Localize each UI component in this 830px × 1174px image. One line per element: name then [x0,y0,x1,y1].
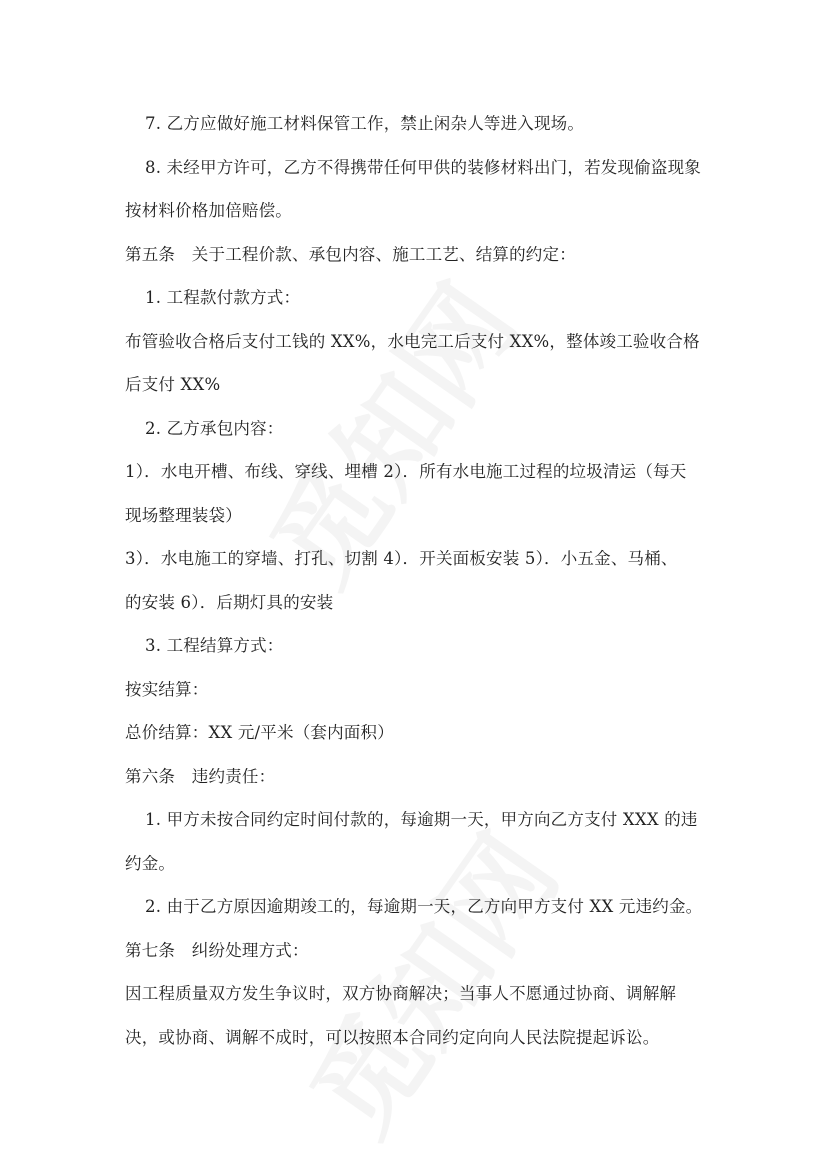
text-line: 1）．水电开槽、布线、穿线、埋槽 2）．所有水电施工过程的垃圾清运（每天 [125,462,687,481]
text-line: 按实结算： [125,679,209,699]
text-line: 因工程质量双方发生争议时，双方协商解决；当事人不愿通过协商、调解解 [125,984,677,1003]
text-line: 决，或协商、调解不成时，可以按照本合同约定向向人民法院提起诉讼。 [125,1027,660,1047]
text-line: 3. 工程结算方式： [145,636,284,655]
text-line: 按材料价格加倍赔偿。 [125,201,292,220]
text-line: 布管验收合格后支付工钱的 XX%，水电完工后支付 XX%，整体竣工验收合格 [125,331,700,351]
text-line: 的安装 6）．后期灯具的安装 [125,592,334,612]
text-line: 第七条 纠纷处理方式： [125,940,309,960]
text-line: 1. 工程款付款方式： [145,288,301,307]
text-line: 7. 乙方应做好施工材料保管工作，禁止闲杂人等进入现场。 [145,114,585,133]
text-line: 约金。 [125,853,176,873]
text-line: 总价结算：XX 元/平米（套内面积） [125,723,394,742]
text-line: 第五条 关于工程价款、承包内容、施工工艺、结算的约定： [125,244,576,264]
text-line: 后支付 XX% [125,375,221,394]
text-line: 1. 甲方未按合同约定时间付款的，每逾期一天，甲方向乙方支付 XXX 的违 [145,810,698,829]
text-line: 8. 未经甲方许可，乙方不得携带任何甲供的装修材料出门，若发现偷盗现象 [145,157,701,177]
text-line: 第六条 违约责任： [125,766,276,786]
text-line: 现场整理装袋） [125,505,242,525]
text-line: 2. 乙方承包内容： [145,418,284,438]
text-line: 3）．水电施工的穿墙、打孔、切割 4）．开关面板安装 5）．小五金、马桶、 [125,549,678,568]
text-line: 2. 由于乙方原因逾期竣工的，每逾期一天，乙方向甲方支付 XX 元违约金。 [145,897,703,916]
